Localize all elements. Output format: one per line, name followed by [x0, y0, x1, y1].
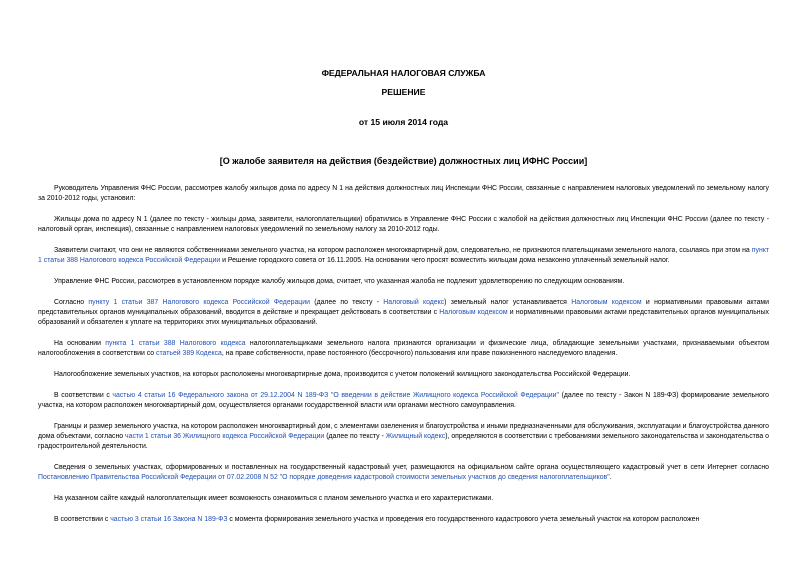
- link-article-388-point-1[interactable]: пункта 1 статьи 388 Налогового кодекса: [105, 340, 246, 347]
- paragraph-8: В соответствии с частью 4 статьи 16 Федерального закона от 29.12.2004 N 189-ФЗ "О введении в действие Жилищного кодекса Российской Федерации" (далее по тексту - Закон N 189-ФЗ) формирование земельного участка, на котором расположен многоквартирный дом, осуществляется органами государственной власти или органами местного самоуправления.: [38, 392, 770, 409]
- link-tax-code-3[interactable]: Налоговым кодексом: [439, 309, 508, 316]
- paragraph-9: Границы и размер земельного участка, на котором расположен многоквартирный дом, с элементами озеленения и благоустройства и иными предназначенными для обслуживания, эксплуатации и благоустройства данного дома объектами, согласно части 1 статьи 36 Жилищного кодекса Российской Федерации (далее по тексту - Жилищный кодекс), определяются в соответствии с требованиями земельного законодательства и законодательства о градостроительной деятельности.: [38, 423, 770, 450]
- paragraph-2: Жильцы дома по адресу N 1 (далее по тексту - жильцы дома, заявители, налогоплательщики) обратились в Управление ФНС России с жалобой на действия должностных лиц Инспекции ФНС России (далее по тексту - налоговый орган, инспекция), связанные с направлением налоговых уведомлений по земельному налогу за 2010-2012 годы.: [38, 216, 769, 233]
- document-type: РЕШЕНИЕ: [381, 87, 426, 97]
- link-tax-code-2[interactable]: Налоговым кодексом: [571, 299, 642, 306]
- link-tax-code[interactable]: Налоговый кодекс: [383, 299, 445, 306]
- paragraph-6: На основании пункта 1 статьи 388 Налогового кодекса налогоплательщиками земельного налога признаются организации и физические лица, обладающие земельными участками, признаваемыми объектом налогообложения в соответствии со статьей 389 Кодекса, на праве собственности, праве постоянного (бессрочного) пользования или праве пожизненного наследуемого владения.: [38, 340, 769, 357]
- link-article-387-tax-code[interactable]: пункту 1 статьи 387 Налогового кодекса Российской Федерации: [88, 299, 310, 306]
- paragraph-1: Руководитель Управления ФНС России, рассмотрев жалобу жильцов дома по адресу N 1 на действия должностных лиц Инспекции ФНС России, связанные с направлением налоговых уведомлений по земельному налогу за 2010-2012 годы, установил:: [38, 185, 769, 202]
- link-housing-code[interactable]: Жилищный кодекс: [385, 433, 446, 440]
- document-date: от 15 июля 2014 года: [358, 117, 449, 127]
- link-law-189-fz-part-3[interactable]: частью 3 статьи 16 Закона N 189-ФЗ: [110, 516, 228, 523]
- link-government-decree-52[interactable]: Постановлению Правительства Российской Федерации от 07.02.2008 N 52 "О порядке доведения кадастровой стоимости земельных участков до сведения налогоплательщиков": [38, 474, 610, 481]
- paragraph-10: Сведения о земельных участках, сформированных и поставленных на государственный кадастровый учет, размещаются на официальном сайте органа осуществляющего кадастровый учет в сети Интернет согласно Постановлению Правительства Российской Федерации от 07.02.2008 N 52 "О порядке доведения кадастровой стоимости земельных участков до сведения налогоплательщиков".: [38, 464, 769, 481]
- paragraph-5: Согласно пункту 1 статьи 387 Налогового кодекса Российской Федерации (далее по тексту - Налоговый кодекс) земельный налог устанавливается Налоговым кодексом и нормативными правовыми актами представительных органов муниципальных образований, вводится в действие и прекращает действовать в соответствии с Налоговым кодексом и нормативными правовыми актами представительных органов муниципальных образований и обязателен к уплате на территориях этих муниципальных образований.: [38, 299, 770, 326]
- link-law-189-fz-part-4[interactable]: частью 4 статьи 16 Федерального закона от 29.12.2004 N 189-ФЗ "О введении в действие Жилищного кодекса Российской Федерации": [112, 392, 559, 399]
- link-article-389[interactable]: статьей 389 Кодекса: [156, 350, 222, 357]
- paragraph-11: На указанном сайте каждый налогоплательщик имеет возможность ознакомиться с планом земельного участка и его характеристиками.: [54, 495, 494, 502]
- link-article-388-tax-code[interactable]: пункт 1 статьи 388 Налогового кодекса Российской Федерации: [38, 247, 769, 264]
- paragraph-4: Управление ФНС России, рассмотрев в установленном порядке жалобу жильцов дома, считает, что указанная жалоба не подлежит удовлетворению по следующим основаниям.: [54, 278, 625, 285]
- agency-title: ФЕДЕРАЛЬНАЯ НАЛОГОВАЯ СЛУЖБА: [321, 68, 486, 78]
- document-body: [38, 184, 769, 536]
- link-housing-code-article-36[interactable]: части 1 статьи 36 Жилищного кодекса Российской Федерации: [125, 433, 325, 440]
- paragraph-12: В соответствии с частью 3 статьи 16 Закона N 189-ФЗ с момента формирования земельного участка и проведения его государственного кадастрового учета земельный участок на котором расположен: [54, 516, 700, 523]
- paragraph-3: Заявители считают, что они не являются собственниками земельного участка, на котором расположен многоквартирный дом, следовательно, не признаются плательщиками земельного налога, ссылаясь при этом на пункт 1 статьи 388 Налогового кодекса Российской Федерации и Решение городского совета от 16.11.2005. На основании чего просят возместить жильцам дома незаконно уплаченный земельный налог.: [38, 247, 769, 264]
- paragraph-7: Налогообложение земельных участков, на которых расположены многоквартирные дома, производится с учетом положений жилищного законодательства Российской Федерации.: [54, 371, 631, 378]
- document-subject: [О жалобе заявителя на действия (бездействие) должностных лиц ИФНС России]: [219, 156, 588, 166]
